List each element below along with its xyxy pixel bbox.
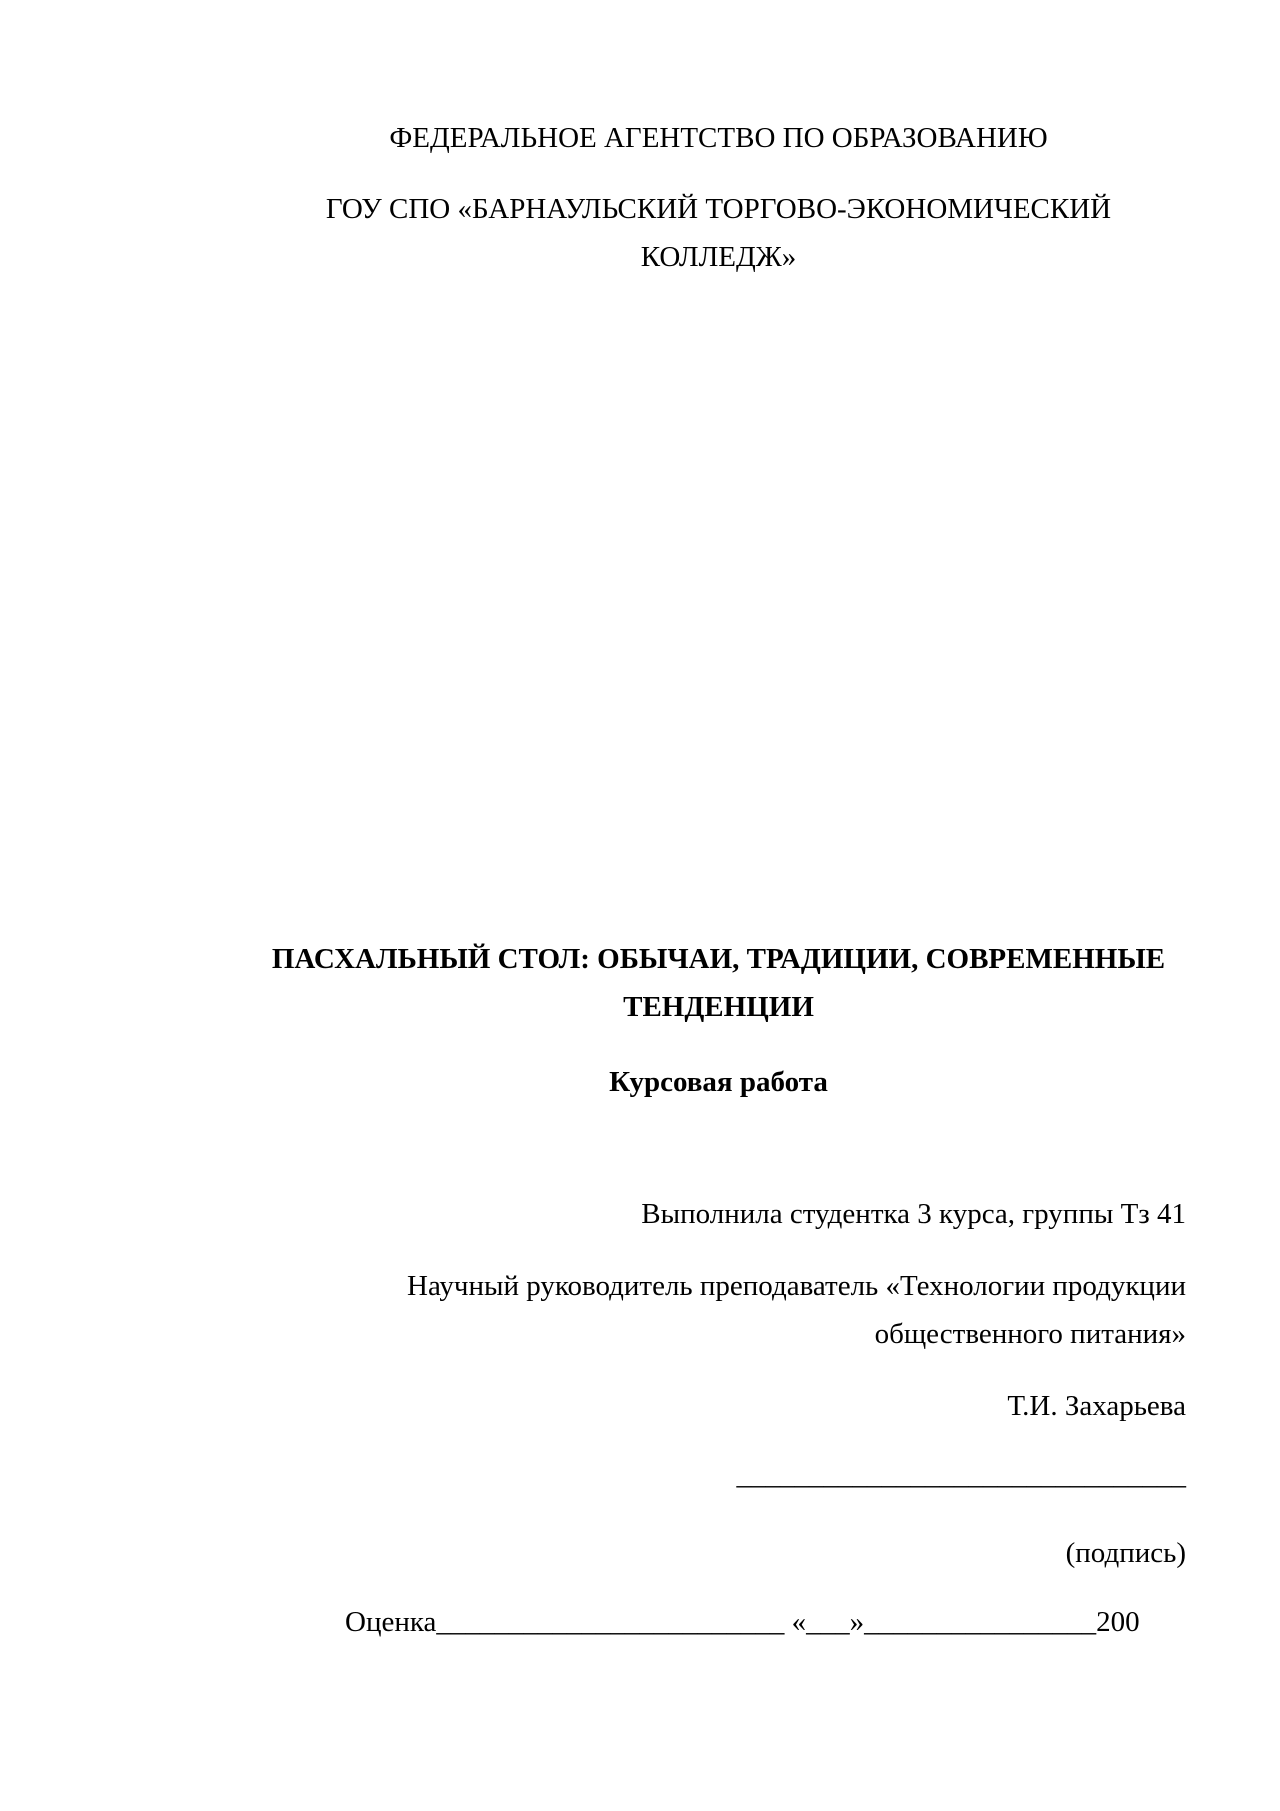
supervisor-line1: Научный руководитель преподаватель «Технологии продукции	[407, 1270, 1186, 1302]
work-title-line2: ТЕНДЕНЦИИ	[623, 991, 814, 1023]
work-type: Курсовая работа	[609, 1066, 828, 1098]
work-title-line1: ПАСХАЛЬНЫЙ СТОЛ: ОБЫЧАИ, ТРАДИЦИИ, СОВРЕМЕННЫЕ	[271, 943, 1166, 975]
student-info: Выполнила студентка 3 курса, группы Тз 41	[641, 1198, 1186, 1230]
grade-line: Оценка________________________ «___»________________200	[345, 1606, 1140, 1638]
college-name-line2: КОЛЛЕДЖ»	[640, 241, 797, 273]
signature-label: (подпись)	[1065, 1537, 1186, 1569]
supervisor-name: Т.И. Захарьева	[1007, 1390, 1186, 1422]
signature-line: _______________________________	[736, 1459, 1186, 1491]
college-name-line1: ГОУ СПО «БАРНАУЛЬСКИЙ ТОРГОВО-ЭКОНОМИЧЕСКИЙ	[325, 193, 1112, 225]
supervisor-line2: общественного питания»	[874, 1318, 1186, 1350]
agency-name: ФЕДЕРАЛЬНОЕ АГЕНТСТВО ПО ОБРАЗОВАНИЮ	[389, 122, 1048, 154]
